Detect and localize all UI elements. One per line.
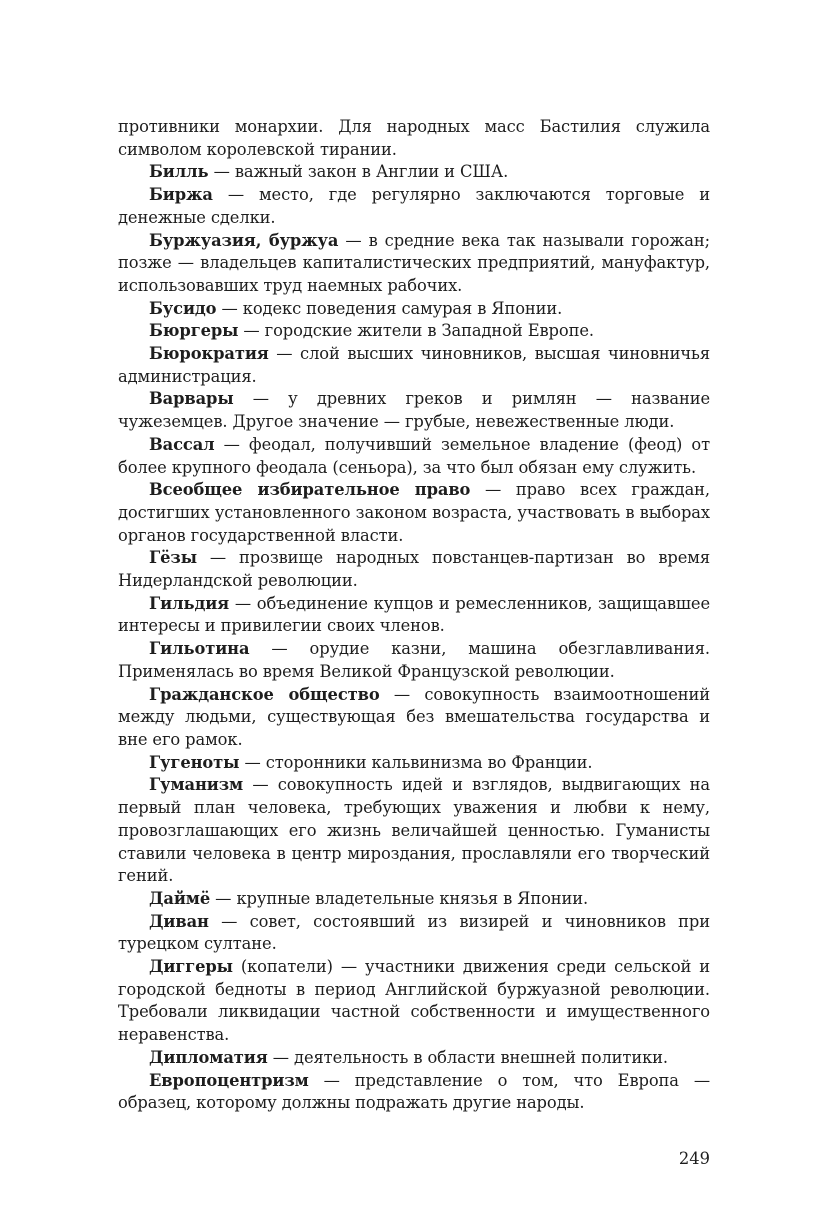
glossary-term: Европоцентризм: [149, 1070, 309, 1090]
glossary-definition: — совокупность идей и взглядов, выдвигающих на первый план человека, требующих уважения и любви к нему, провозглашающих его жизнь величайшей ценностью. Гуманисты ставили человека в центр мироздания, прославляли его творческий гений.: [118, 775, 710, 886]
glossary-entry: [118, 684, 710, 752]
glossary-term: Бусидо: [149, 298, 217, 318]
glossary-entry: [118, 774, 710, 888]
glossary-entry: [118, 479, 710, 547]
glossary-definition: — крупные владетельные князья в Японии.: [210, 888, 589, 908]
glossary-entry: [118, 434, 710, 479]
glossary-entry: [118, 888, 710, 911]
glossary-definition: — у древних греков и римлян — название чужеземцев. Другое значение — грубые, невежественные люди.: [118, 389, 710, 432]
glossary-entry: [118, 161, 710, 184]
glossary-page-body: [118, 116, 710, 1115]
glossary-entry: [118, 547, 710, 592]
glossary-entry: [118, 911, 710, 956]
glossary-term: Гильдия: [149, 593, 230, 613]
glossary-term: Буржуазия, буржуа: [149, 230, 339, 250]
glossary-term: Дипломатия: [149, 1047, 268, 1067]
glossary-term: Диггеры: [149, 957, 233, 977]
glossary-term: Даймё: [149, 888, 211, 908]
glossary-definition: — в средние века так называли горожан; позже — владельцев капиталистических предприятий, мануфактур, использовавших труд наемных рабочих.: [118, 230, 710, 295]
glossary-definition: — важный закон в Англии и США.: [208, 162, 509, 182]
glossary-entry: [118, 184, 710, 229]
glossary-definition: — деятельность в области внешней политики.: [267, 1047, 668, 1067]
glossary-entry: [118, 752, 710, 775]
glossary-entry: [118, 593, 710, 638]
glossary-term: Варвары: [149, 389, 234, 409]
glossary-definition: (копатели) — участники движения среди сельской и городской бедноты в период Английской буржуазной революции. Требовали ликвидации частной собственности и имущественного неравенства.: [118, 957, 710, 1045]
glossary-term: Биржа: [149, 185, 213, 205]
glossary-entries: [118, 161, 710, 1115]
glossary-term: Всеобщее избирательное право: [149, 480, 471, 500]
page-number: 249: [678, 1149, 710, 1168]
glossary-term: Вассал: [149, 434, 215, 454]
glossary-term: Диван: [149, 911, 209, 931]
glossary-definition: — городские жители в Западной Европе.: [238, 321, 594, 341]
glossary-term: Бюрократия: [149, 344, 269, 364]
glossary-definition: — место, где регулярно заключаются торговые и денежные сделки.: [118, 185, 710, 227]
glossary-entry: [118, 638, 710, 683]
glossary-definition: — кодекс поведения самурая в Японии.: [216, 298, 563, 318]
glossary-definition: — право всех граждан, достигших установленного законом возраста, участвовать в выборах органов государственной власти.: [118, 480, 711, 545]
intro-paragraph: противники монархии. Для народных масс Бастилия служила символом королевской тирании.: [118, 117, 710, 159]
glossary-term: Билль: [149, 162, 209, 182]
glossary-definition: — совокупность взаимоотношений между людьми, существующая без вмешательства государства и вне его рамок.: [118, 684, 710, 749]
glossary-definition: — представление о том, что Европа — образец, которому должны подражать другие народы.: [118, 1070, 710, 1113]
glossary-definition: — объединение купцов и ремесленников, защищавшее интересы и привилегии своих членов.: [118, 593, 710, 636]
glossary-definition: — феодал, получивший земельное владение (феод) от более крупного феодала (сеньора), за что был обязан ему служить.: [118, 434, 710, 477]
glossary-term: Гёзы: [149, 548, 197, 568]
glossary-definition: — орудие казни, машина обезглавливания. Применялась во время Великой Французской революции.: [118, 639, 710, 681]
glossary-entry: [118, 388, 710, 433]
glossary-entry: [118, 1047, 710, 1070]
glossary-term: Гуманизм: [149, 775, 244, 795]
glossary-definition: — совет, состоявший из визирей и чиновников при турецком султане.: [118, 911, 710, 954]
glossary-entry: [118, 298, 710, 321]
glossary-entry: [118, 230, 710, 298]
glossary-entry: [118, 343, 710, 388]
glossary-definition: — прозвище народных повстанцев-партизан во время Нидерландской революции.: [118, 548, 710, 591]
glossary-term: Бюргеры: [149, 321, 239, 341]
glossary-entry: [118, 956, 710, 1047]
glossary-term: Гильотина: [149, 639, 250, 659]
glossary-definition: — сторонники кальвинизма во Франции.: [239, 752, 593, 772]
glossary-entry: [118, 1070, 710, 1115]
glossary-entry: [118, 320, 710, 343]
glossary-term: Гугеноты: [149, 752, 240, 772]
glossary-term: Гражданское общество: [149, 684, 380, 704]
glossary-definition: — слой высших чиновников, высшая чиновничья администрация.: [118, 344, 710, 386]
